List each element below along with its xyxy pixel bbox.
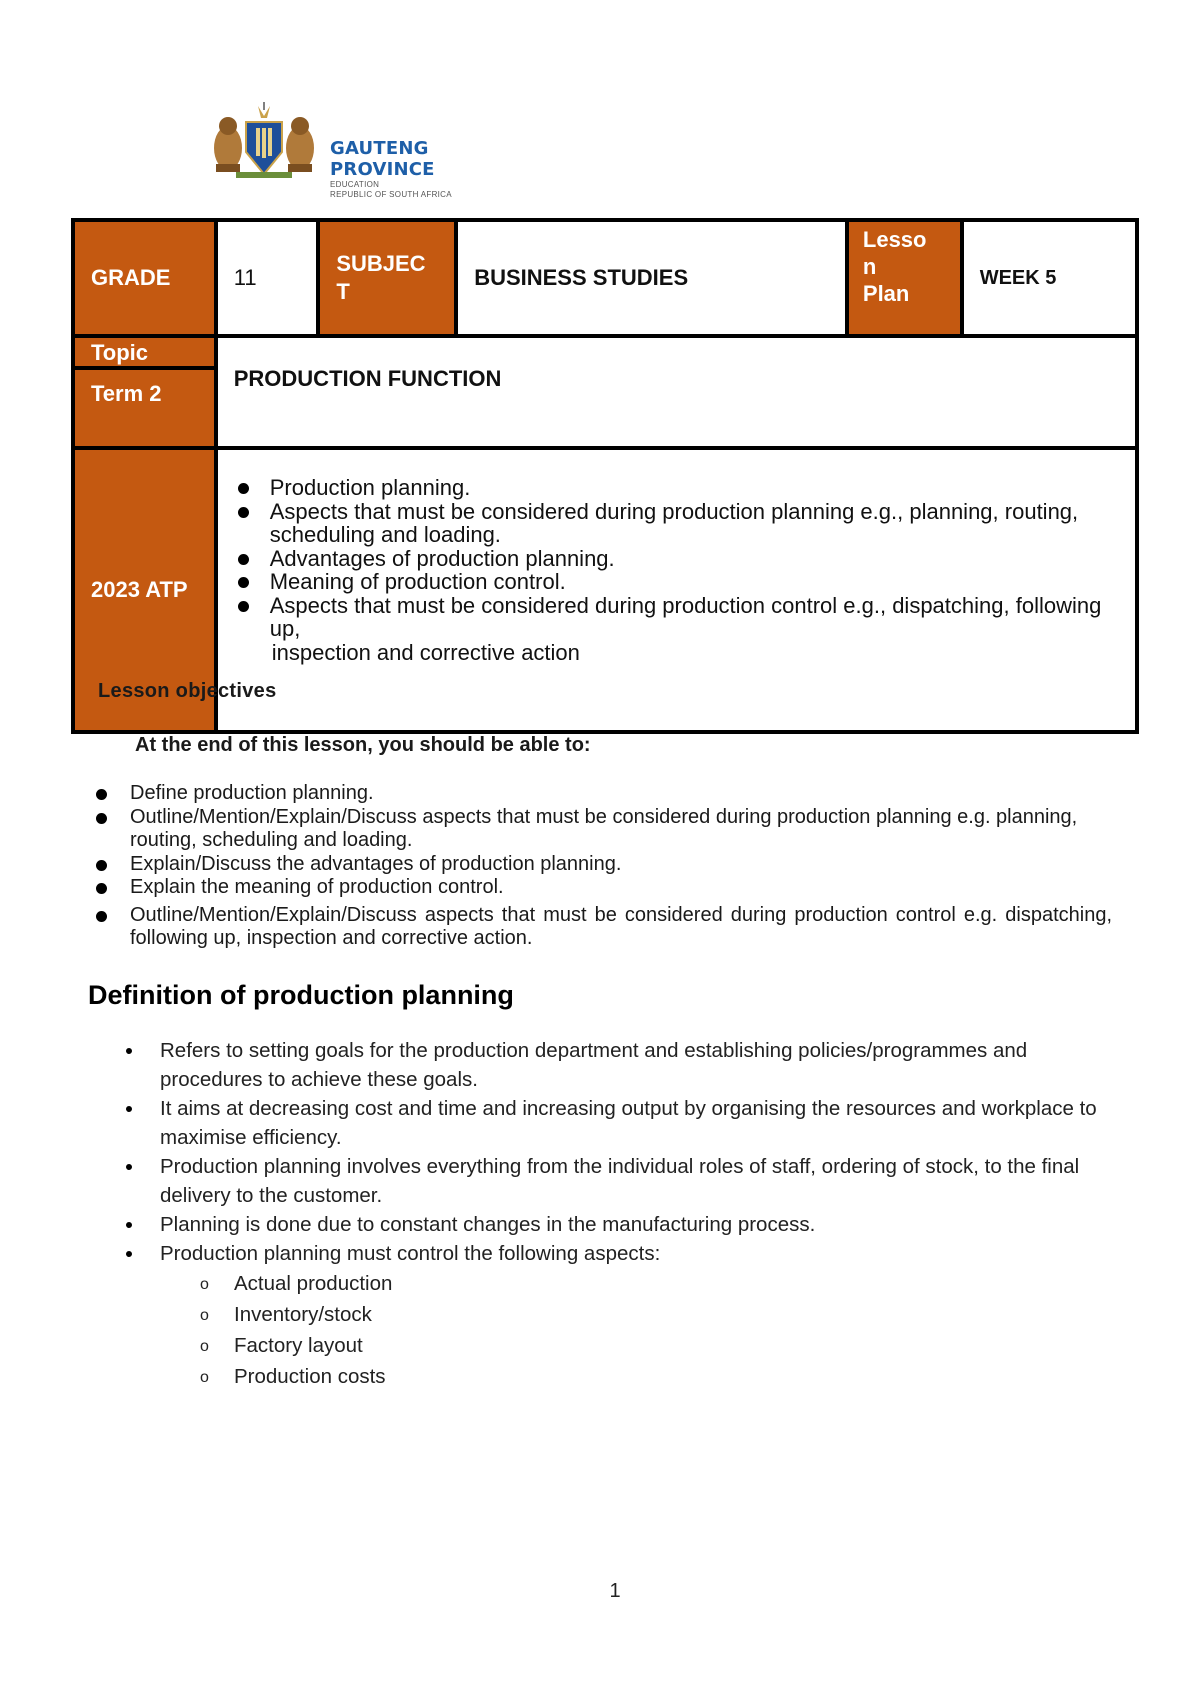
term-label: Term 2	[91, 381, 162, 406]
lesson-plan-part3: Plan	[862, 281, 910, 306]
atp-list	[234, 476, 1115, 641]
lesson-objectives-list	[92, 782, 1112, 951]
atp-item: Aspects that must be considered during production control e.g., dispatching, following up,	[234, 594, 1115, 641]
topic-label: Topic	[75, 338, 214, 370]
definition-item: Production planning must control the following aspects:	[160, 1242, 661, 1265]
objective-item: Outline/Mention/Explain/Discuss aspects that must be considered during production planning e.g. planning, routing, scheduling and loading.	[92, 806, 1112, 853]
logo-text	[330, 138, 526, 200]
logo-title: GAUTENG PROVINCE	[330, 138, 435, 180]
lesson-header-table	[71, 218, 1139, 734]
objective-item: Explain/Discuss the advantages of production planning.	[92, 853, 1112, 877]
definition-item: It aims at decreasing cost and time and increasing output by organising the resources and workplace to maximise efficiency.	[118, 1094, 1128, 1152]
gauteng-logo	[206, 102, 526, 199]
subject-label-part1: SUBJEC	[336, 251, 426, 276]
lesson-plan-part1: Lesso	[862, 227, 927, 252]
atp-item: Aspects that must be considered during production planning e.g., planning, routing, scheduling and loading.	[234, 500, 1115, 547]
aspects-sublist	[160, 1268, 1128, 1392]
aspect-item: o Factory layout	[160, 1330, 1128, 1361]
objective-item: Explain the meaning of production control.	[92, 876, 1112, 900]
atp-item: Production planning.	[234, 476, 1115, 500]
definition-item-with-subs	[118, 1239, 1128, 1392]
objective-item: Outline/Mention/Explain/Discuss aspects that must be considered during production control e.g. dispatching, following up, inspection and corrective action.	[92, 904, 1112, 951]
aspect-item: o Actual production	[160, 1268, 1128, 1299]
atp-continuation: inspection and corrective action	[271, 639, 580, 665]
definition-item: Refers to setting goals for the production department and establishing policies/programmes and procedures to achieve these goals.	[118, 1036, 1128, 1094]
topic-value: PRODUCTION FUNCTION	[216, 336, 1137, 448]
grade-value: 11	[216, 220, 319, 336]
lesson-objectives-title: Lesson objectives	[98, 680, 277, 702]
aspect-item: o Inventory/stock	[160, 1299, 1128, 1330]
lesson-plan-part2: n	[862, 254, 877, 279]
logo-subtitle-republic: REPUBLIC OF SOUTH AFRICA	[330, 190, 452, 199]
logo-subtitle-education: EDUCATION	[330, 180, 380, 189]
atp-content	[216, 448, 1137, 732]
atp-label: 2023 ATP	[73, 448, 216, 732]
definition-item: Planning is done due to constant changes in the manufacturing process.	[118, 1210, 1128, 1239]
lesson-plan-label	[847, 220, 962, 336]
definition-item: Production planning involves everything from the individual roles of staff, ordering of stock, to the final delivery to the customer.	[118, 1152, 1128, 1210]
lesson-objectives-intro: At the end of this lesson, you should be able to:	[135, 734, 591, 756]
definition-heading: Definition of production planning	[88, 980, 514, 1010]
objective-item: Define production planning.	[92, 782, 1112, 806]
atp-item: Advantages of production planning.	[234, 547, 1115, 571]
atp-item: Meaning of production control.	[234, 570, 1115, 594]
coat-of-arms-icon	[206, 102, 322, 184]
page-number: 1	[609, 1580, 621, 1602]
grade-label: GRADE	[73, 220, 216, 336]
topic-term-cell	[73, 336, 216, 448]
week-value: WEEK 5	[962, 220, 1137, 336]
subject-value: BUSINESS STUDIES	[456, 220, 847, 336]
aspect-item: o Production costs	[160, 1361, 1128, 1392]
definition-list	[118, 1036, 1128, 1392]
subject-label-part2: T	[336, 279, 350, 304]
subject-label	[318, 220, 456, 336]
